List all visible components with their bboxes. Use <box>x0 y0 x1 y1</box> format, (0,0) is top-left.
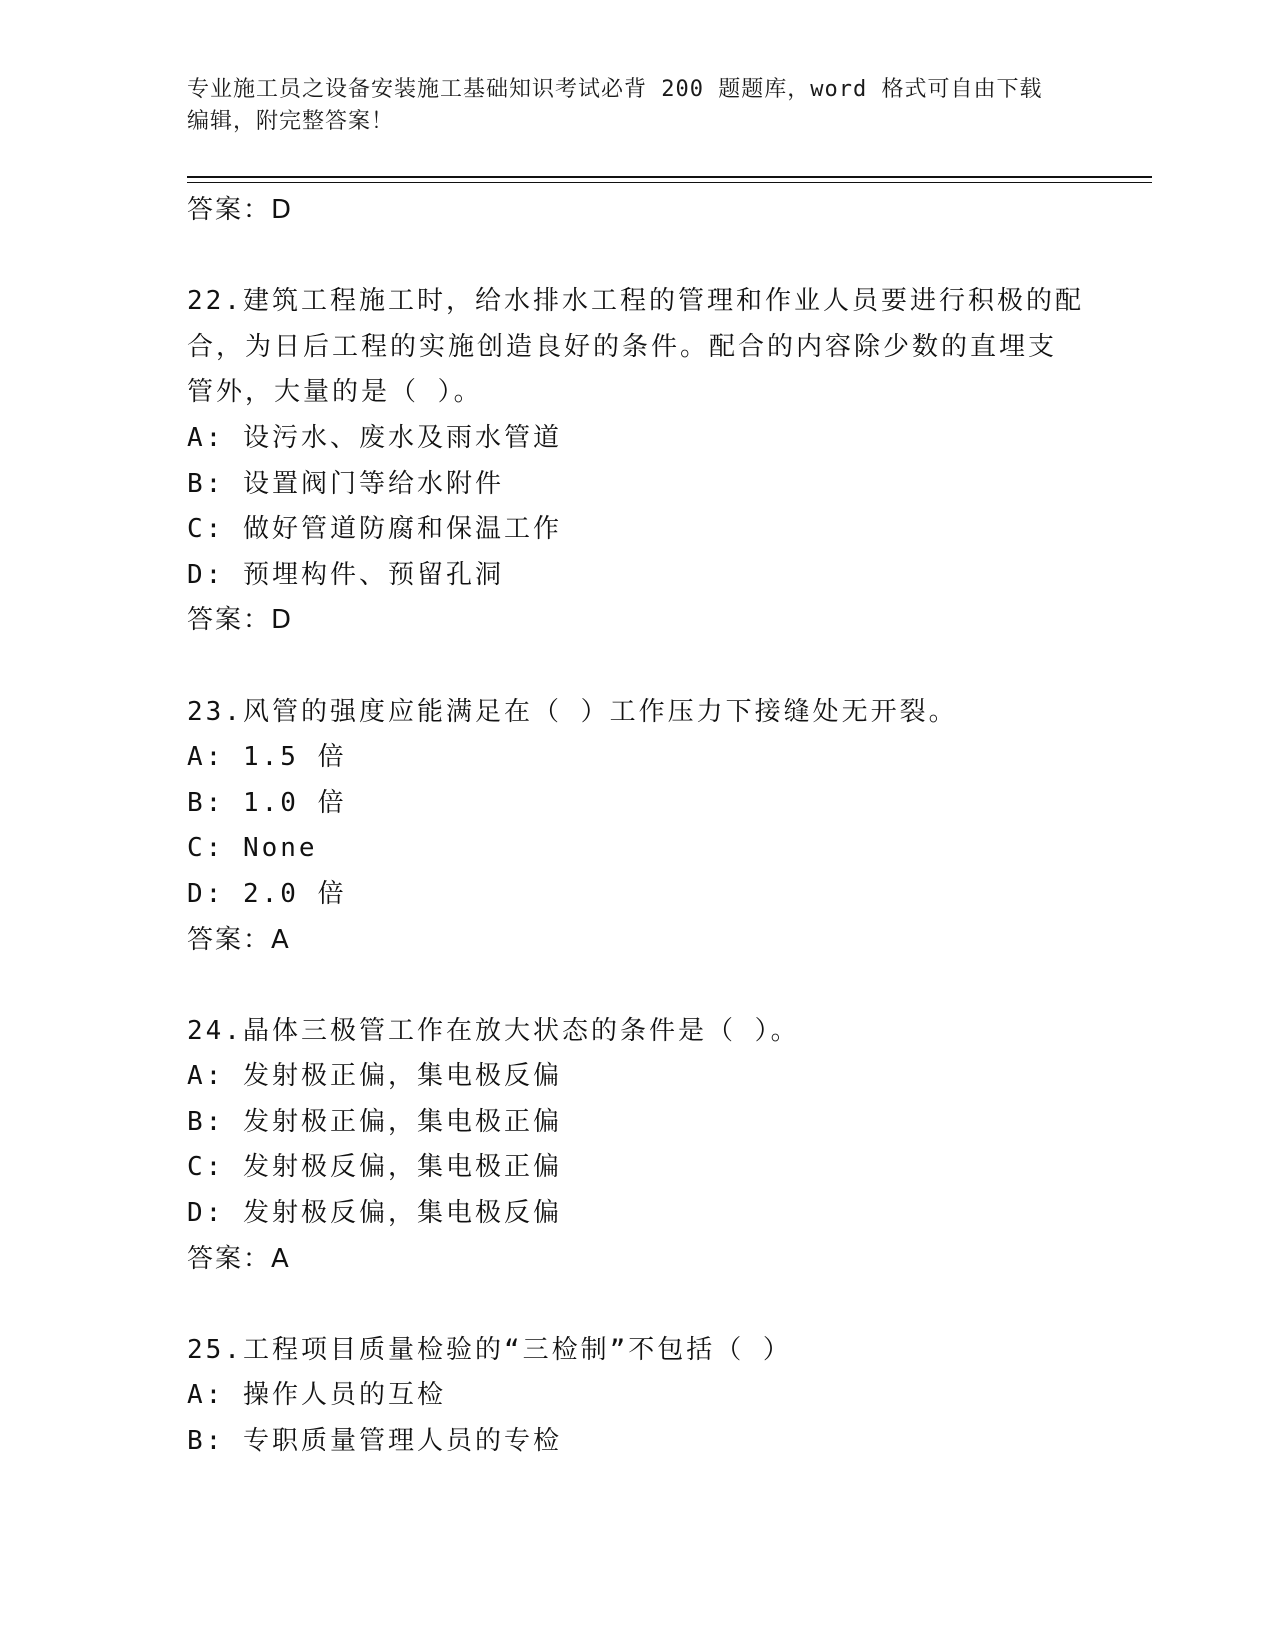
question-22 <box>187 279 1087 644</box>
question-content <box>187 188 1087 1465</box>
option-c: C: None <box>187 833 318 864</box>
answer-q22: 答案：D <box>187 605 294 636</box>
question-text: 25.工程项目质量检验的“三检制”不包括（ ） <box>187 1334 792 1365</box>
header-rule-thick <box>187 176 1152 178</box>
answer-q24: 答案：A <box>187 1243 291 1274</box>
question-24 <box>187 1009 1087 1283</box>
option-d: D: 预埋构件、预留孔洞 <box>187 559 504 590</box>
spacer <box>187 644 1087 690</box>
document-header <box>187 74 1067 138</box>
question-text: 管外，大量的是（ ）。 <box>187 377 483 408</box>
option-a: A: 设污水、废水及雨水管道 <box>187 422 562 453</box>
option-b: B: 专职质量管理人员的专检 <box>187 1426 562 1457</box>
spacer <box>187 963 1087 1009</box>
option-a: A: 操作人员的互检 <box>187 1380 446 1411</box>
header-line-1: 专业施工员之设备安装施工基础知识考试必背 200 题题库，word 格式可自由下载 <box>187 77 1043 102</box>
question-text: 22.建筑工程施工时，给水排水工程的管理和作业人员要进行积极的配 <box>187 286 1084 317</box>
question-25 <box>187 1328 1087 1465</box>
option-b: B: 设置阀门等给水附件 <box>187 468 504 499</box>
question-text: 24.晶体三极管工作在放大状态的条件是（ ）。 <box>187 1015 800 1046</box>
answer-q21: 答案：D <box>187 195 294 225</box>
header-line-2: 编辑，附完整答案！ <box>187 109 395 134</box>
option-a: A: 1.5 倍 <box>187 742 347 773</box>
header-rule-thin <box>187 182 1152 183</box>
option-d: D: 发射极反偏，集电极反偏 <box>187 1198 562 1229</box>
option-a: A: 发射极正偏，集电极反偏 <box>187 1061 562 1092</box>
option-b: B: 1.0 倍 <box>187 787 347 818</box>
answer-q23: 答案：A <box>187 924 291 955</box>
option-d: D: 2.0 倍 <box>187 878 347 909</box>
question-text: 23.风管的强度应能满足在（ ）工作压力下接缝处无开裂。 <box>187 696 958 727</box>
option-c: C: 做好管道防腐和保温工作 <box>187 514 562 545</box>
question-23 <box>187 690 1087 964</box>
spacer <box>187 1282 1087 1328</box>
spacer <box>187 234 1087 280</box>
question-text: 合，为日后工程的实施创造良好的条件。配合的内容除少数的直埋支 <box>187 331 1058 362</box>
option-c: C: 发射极反偏，集电极正偏 <box>187 1152 562 1183</box>
option-b: B: 发射极正偏，集电极正偏 <box>187 1106 562 1137</box>
